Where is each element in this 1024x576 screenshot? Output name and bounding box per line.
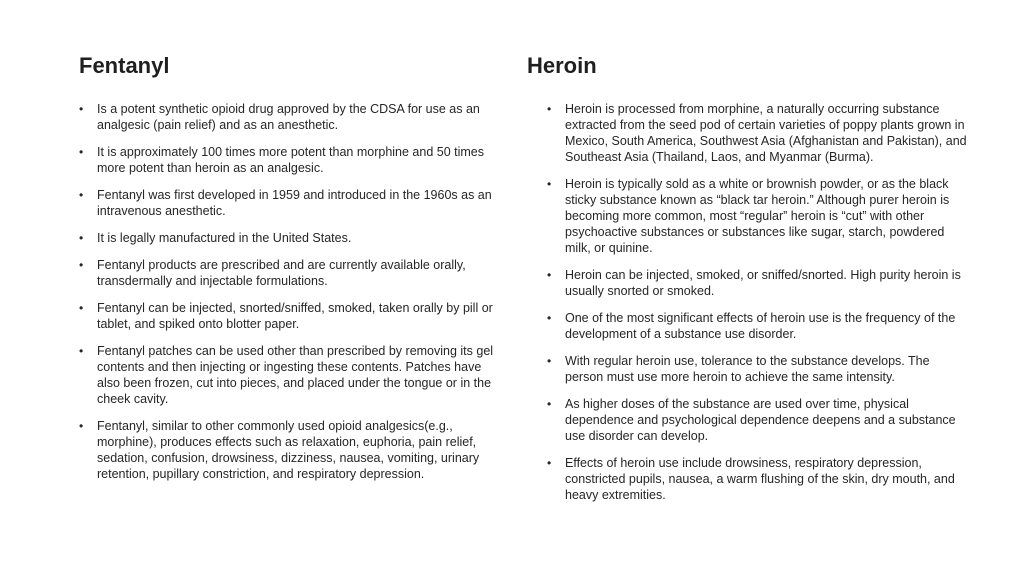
heroin-bullet-text: Heroin is processed from morphine, a naturally occurring substance extracted from the seed pod of certain varieties of poppy plants grown in Mexico, South America, Southwest Asia (Afghanistan and Pakistan), and Southeast Asia (Thailand, Laos, and Myanmar (Burma).	[565, 102, 967, 164]
fentanyl-bullet	[79, 257, 499, 289]
fentanyl-bullet-text: Fentanyl products are prescribed and are currently available orally, transdermally and injectable formulations.	[97, 258, 466, 288]
heroin-bullet	[527, 310, 969, 342]
heroin-bullet	[527, 267, 969, 299]
fentanyl-bullet	[79, 418, 499, 482]
bullet-dot-icon: •	[547, 354, 552, 368]
bullet-dot-icon: •	[79, 258, 84, 272]
fentanyl-bullet-text: It is legally manufactured in the United States.	[97, 231, 352, 245]
heroin-bullet-text: As higher doses of the substance are used over time, physical dependence and psychological dependence deepens and a substance use disorder can develop.	[565, 397, 956, 443]
bullet-dot-icon: •	[547, 102, 552, 116]
heroin-bullet	[527, 353, 969, 385]
bullet-dot-icon: •	[547, 177, 552, 191]
fentanyl-bullet	[79, 101, 499, 133]
bullet-dot-icon: •	[79, 301, 84, 315]
fentanyl-bullet-list	[79, 101, 499, 493]
fentanyl-bullet-text: Fentanyl, similar to other commonly used opioid analgesics(e.g., morphine), produces effects such as relaxation, euphoria, pain relief, sedation, confusion, drowsiness, dizziness, nausea, vomiting, urinary retention, pupillary constriction, and respiratory depression.	[97, 419, 480, 481]
bullet-dot-icon: •	[79, 145, 84, 159]
heroin-bullet-text: With regular heroin use, tolerance to the substance develops. The person must use more heroin to achieve the same intensity.	[565, 354, 930, 384]
heroin-bullet-text: Heroin is typically sold as a white or brownish powder, or as the black sticky substance known as “black tar heroin.” Although purer heroin is becoming more common, most “regular” heroin is “cut” with other psychoactive substances or substances like sugar, starch, powdered milk, or quinine.	[565, 177, 950, 255]
heroin-bullet-list	[527, 101, 969, 514]
fentanyl-bullet-text: Fentanyl patches can be used other than prescribed by removing its gel contents and then injecting or ingesting these contents. Patches have also been frozen, cut into pieces, and placed under the tongue or in the cheek cavity.	[97, 344, 494, 406]
fentanyl-heading: Fentanyl	[79, 53, 170, 78]
heroin-bullet	[527, 101, 969, 165]
fentanyl-bullet-text: Fentanyl was first developed in 1959 and introduced in the 1960s as an intravenous anesthetic.	[97, 188, 492, 218]
fentanyl-bullet-text: Fentanyl can be injected, snorted/sniffed, smoked, taken orally by pill or tablet, and spiked onto blotter paper.	[97, 301, 493, 331]
bullet-dot-icon: •	[547, 397, 552, 411]
bullet-dot-icon: •	[547, 268, 552, 282]
heroin-bullet-text: One of the most significant effects of heroin use is the frequency of the development of a substance use disorder.	[565, 311, 956, 341]
fentanyl-bullet	[79, 343, 499, 407]
bullet-dot-icon: •	[79, 419, 84, 433]
bullet-dot-icon: •	[79, 231, 84, 245]
heroin-bullet	[527, 176, 969, 256]
bullet-dot-icon: •	[79, 102, 84, 116]
fentanyl-bullet	[79, 187, 499, 219]
heroin-bullet-text: Heroin can be injected, smoked, or sniffed/snorted. High purity heroin is usually snorted or smoked.	[565, 268, 961, 298]
bullet-dot-icon: •	[547, 456, 552, 470]
bullet-dot-icon: •	[79, 188, 84, 202]
fentanyl-bullet	[79, 144, 499, 176]
fentanyl-bullet-text: Is a potent synthetic opioid drug approved by the CDSA for use as an analgesic (pain relief) and as an anesthetic.	[97, 102, 480, 132]
fentanyl-bullet-text: It is approximately 100 times more potent than morphine and 50 times more potent than heroin as an analgesic.	[97, 145, 485, 175]
heroin-bullet	[527, 455, 969, 503]
heroin-bullet-text: Effects of heroin use include drowsiness, respiratory depression, constricted pupils, nausea, a warm flushing of the skin, dry mouth, and heavy extremities.	[565, 456, 955, 502]
heroin-bullet	[527, 396, 969, 444]
heroin-heading: Heroin	[527, 53, 597, 78]
fentanyl-bullet	[79, 300, 499, 332]
fentanyl-bullet	[79, 230, 499, 246]
bullet-dot-icon: •	[547, 311, 552, 325]
bullet-dot-icon: •	[79, 344, 84, 358]
